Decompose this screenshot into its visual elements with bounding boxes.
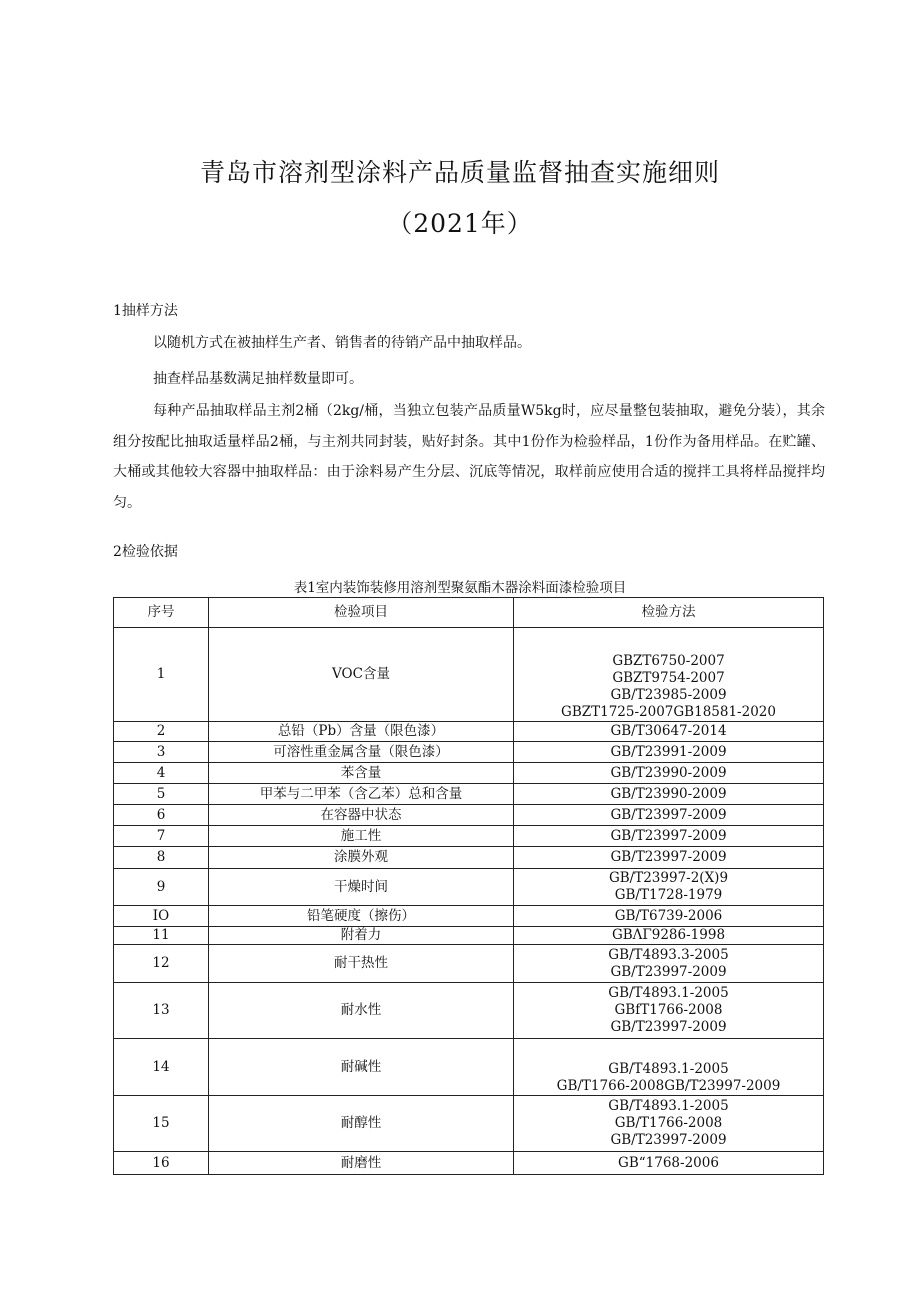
- row-methods: [514, 906, 824, 927]
- row-item: 苯含量: [209, 763, 514, 784]
- method-line: GB/T23997-2009: [610, 1019, 727, 1035]
- row-item: 耐碱性: [209, 1039, 514, 1096]
- row-methods: [514, 1096, 824, 1152]
- inspection-table: [113, 597, 824, 1175]
- method-line: GBZT6750-2007: [612, 652, 725, 669]
- method-line: GB/T30647-2014: [610, 723, 727, 739]
- row-number: 7: [114, 826, 209, 847]
- row-number: IO: [114, 906, 209, 927]
- paragraph: 每种产品抽取样品主剂2桶（2kg/桶，当独立包装产品质量W5kg时，应尽量整包装抽取，避免分装），其余组分按配比抽取适量样品2桶，与主剂共同封装，贴好封条。其中1份作为检验样品，1份作为备用样品。在贮罐、大桶或其他较大容器中抽取样品：由于涂料易产生分层、沉底等情况，取样前应使用合适的搅拌工具将样品搅拌均匀。: [113, 403, 825, 511]
- table-row: [114, 826, 824, 847]
- row-item: 耐水性: [209, 983, 514, 1039]
- row-methods: [514, 805, 824, 826]
- table-row: [114, 1096, 824, 1152]
- row-item: 耐醇性: [209, 1096, 514, 1152]
- row-methods: [514, 927, 824, 945]
- row-item: 干燥时间: [209, 869, 514, 906]
- document-year: （2021年）: [387, 209, 533, 238]
- row-methods: [514, 722, 824, 742]
- method-line: GB/T23997-2009: [610, 827, 727, 844]
- table-row: [114, 869, 824, 906]
- method-line: GB/T1766-2008GB/T23997-2009: [556, 1078, 781, 1094]
- table-row: [114, 722, 824, 742]
- row-number: 9: [114, 869, 209, 906]
- row-item: 总铅（Pb）含量（限色漆）: [209, 722, 514, 742]
- method-line: GBfT1766-2008: [614, 1002, 723, 1018]
- table-row: [114, 742, 824, 763]
- method-line: GB/T23997-2009: [610, 849, 727, 865]
- row-methods: [514, 869, 824, 906]
- table-row: [114, 1039, 824, 1096]
- method-line: GB/T4893.3-2005: [608, 946, 729, 963]
- row-methods: [514, 983, 824, 1039]
- method-line: GB/T23991-2009: [610, 743, 727, 760]
- table-row: [114, 628, 824, 722]
- method-line: GB/T23997-2009: [610, 1132, 727, 1148]
- row-methods: [514, 945, 824, 983]
- method-line: GBΛΓ9286-1998: [611, 927, 726, 943]
- row-methods: [514, 742, 824, 763]
- document-title: 青岛市溶剂型涂料产品质量监督抽查实施细则: [199, 158, 720, 187]
- row-number: 14: [114, 1039, 209, 1096]
- section-heading-basis: 2检验依据: [113, 544, 178, 560]
- row-number: 13: [114, 983, 209, 1039]
- method-line: GB/T23990-2009: [610, 785, 727, 802]
- table-header-row: [114, 598, 824, 628]
- method-line: GB/T23997-2009: [610, 806, 727, 823]
- table-row: [114, 1152, 824, 1175]
- row-methods: [514, 763, 824, 784]
- row-number: 2: [114, 722, 209, 742]
- method-line: GB/T23990-2009: [610, 764, 727, 781]
- row-item: 铅笔硬度（擦伤）: [209, 906, 514, 927]
- method-line: GB/T4893.1-2005: [608, 1098, 729, 1114]
- table-row: [114, 847, 824, 869]
- table-row: [114, 906, 824, 927]
- row-item: 耐干热性: [209, 945, 514, 983]
- table-row: [114, 983, 824, 1039]
- table-caption: 表1室内装饰装修用溶剂型聚氨酯木器涂料面漆检验项目: [293, 580, 627, 596]
- method-line: GB/T23985-2009: [610, 686, 727, 703]
- row-item: 可溶性重金属含量（限色漆）: [209, 742, 514, 763]
- paragraph: 以随机方式在被抽样生产者、销售者的待销产品中抽取样品。: [153, 335, 531, 351]
- row-number: 8: [114, 847, 209, 869]
- method-line: GB/T23997-2009: [610, 963, 727, 980]
- row-item: VOC含量: [209, 628, 514, 722]
- method-line: GB“1768-2006: [618, 1154, 719, 1171]
- section-heading-sampling: 1抽样方法: [113, 303, 178, 319]
- row-number: 11: [114, 927, 209, 945]
- method-line: GB/T23997-2(X)9: [608, 870, 729, 886]
- row-item: 甲苯与二甲苯（含乙苯）总和含量: [209, 784, 514, 805]
- row-number: 12: [114, 945, 209, 983]
- row-item: 涂膜外观: [209, 847, 514, 869]
- row-number: 16: [114, 1152, 209, 1175]
- row-item: 耐磨性: [209, 1152, 514, 1175]
- method-line: GB/T4893.1-2005: [608, 985, 729, 1001]
- method-line: GB/T6739-2006: [614, 907, 723, 924]
- row-number: 3: [114, 742, 209, 763]
- row-item: 附着力: [209, 927, 514, 945]
- row-number: 5: [114, 784, 209, 805]
- method-line: GB/T1728-1979: [614, 887, 723, 903]
- method-line: GBZT1725-2007GB18581-2020: [561, 703, 776, 720]
- row-methods: [514, 784, 824, 805]
- row-item: 施工性: [209, 826, 514, 847]
- row-number: 4: [114, 763, 209, 784]
- row-item: 在容器中状态: [209, 805, 514, 826]
- row-methods: [514, 847, 824, 869]
- table-row: [114, 763, 824, 784]
- row-methods: [514, 1039, 824, 1096]
- table-body: [114, 628, 824, 1175]
- table-row: [114, 927, 824, 945]
- table-row: [114, 784, 824, 805]
- method-line: GB/T1766-2008: [614, 1115, 723, 1131]
- row-number: 6: [114, 805, 209, 826]
- method-line: GB/T4893.1-2005: [608, 1061, 729, 1077]
- row-methods: [514, 1152, 824, 1175]
- paragraph: 抽查样品基数满足抽样数量即可。: [153, 371, 363, 387]
- header-cell-item: 检验项目: [209, 598, 514, 628]
- header-cell-no: 序号: [114, 598, 209, 628]
- table-row: [114, 805, 824, 826]
- row-methods: [514, 628, 824, 722]
- row-number: 15: [114, 1096, 209, 1152]
- row-methods: [514, 826, 824, 847]
- table-row: [114, 945, 824, 983]
- header-cell-method: 检验方法: [514, 598, 824, 628]
- row-number: 1: [114, 628, 209, 722]
- method-line: GBZT9754-2007: [612, 669, 725, 686]
